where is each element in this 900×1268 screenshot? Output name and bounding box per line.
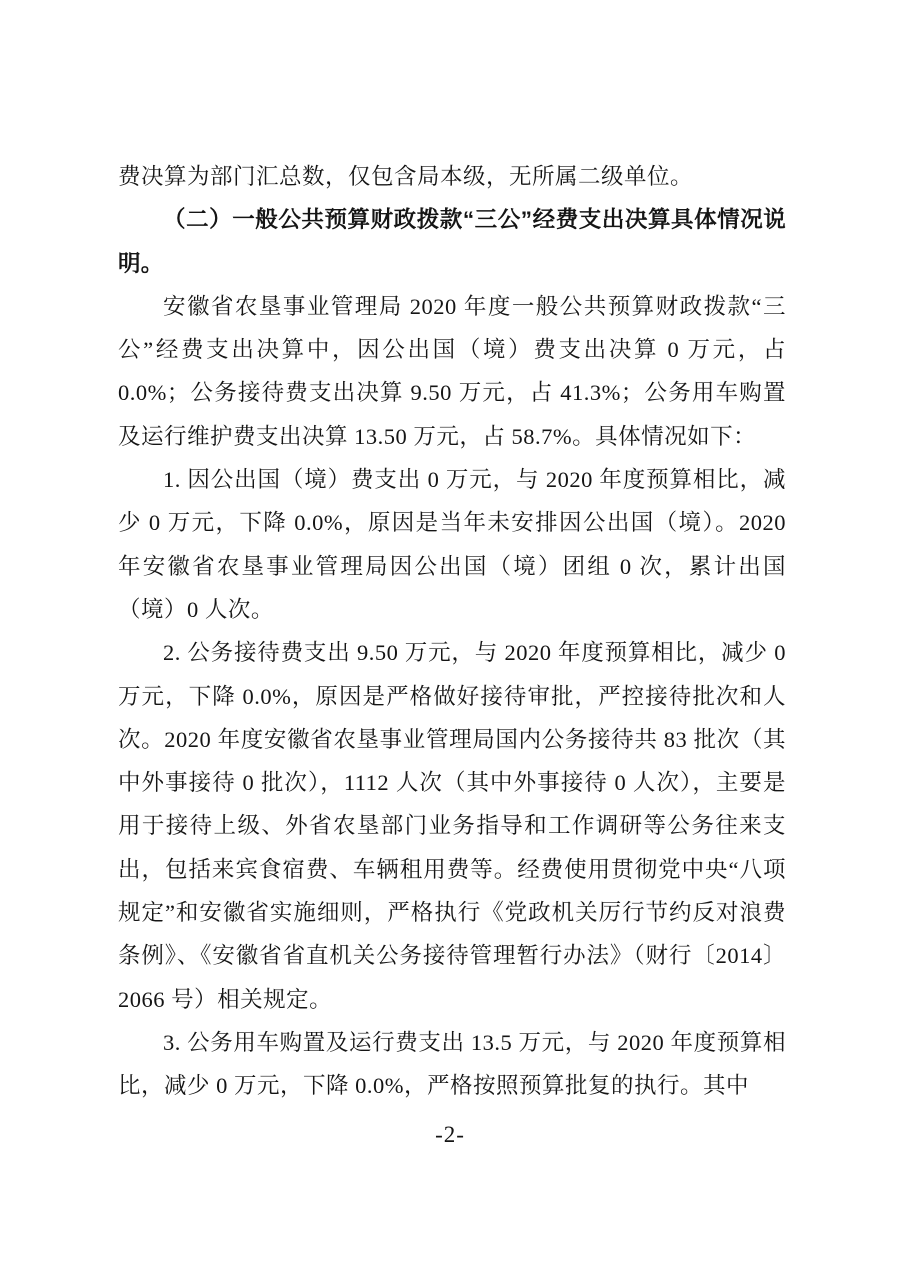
paragraph-item-1-abroad-expense: 1. 因公出国（境）费支出 0 万元，与 2020 年度预算相比，减少 0 万元，下降 0.0%，原因是当年未安排因公出国（境）。2020 年安徽省农垦事业管理局因公出国（境）团组 0 次，累计出国（境）0 人次。 xyxy=(118,467,786,622)
section-heading: （二）一般公共预算财政拨款“三公”经费支出决算具体情况说明。 xyxy=(118,207,786,276)
paragraph-item-2-reception-expense: 2. 公务接待费支出 9.50 万元，与 2020 年度预算相比，减少 0 万元，下降 0.0%，原因是严格做好接待审批，严控接待批次和人次。2020 年度安徽省农垦事业管理局国内公务接待共 83 批次（其中外事接待 0 批次），1112 人次（其中外事接待 0 人次），主要是用于接待上级、外省农垦部门业务指导和工作调研等公务往来支出，包括来宾食宿费、车辆租用费等。经费使用贯彻党中央“八项规定”和安徽省实施细则，严格执行《党政机关厉行节约反对浪费条例》、《安徽省省直机关公务接待管理暂行办法》（财行〔2014〕2066 号）相关规定。 xyxy=(118,640,786,1012)
paragraph-overview: 安徽省农垦事业管理局 2020 年度一般公共预算财政拨款“三公”经费支出决算中，因公出国（境）费支出决算 0 万元，占 0.0%；公务接待费支出决算 9.50 万元，占 41.3%；公务用车购置及运行维护费支出决算 13.50 万元，占 58.7%。具体情况如下： xyxy=(118,293,786,449)
paragraph-item-3-vehicle-expense: 3. 公务用车购置及运行费支出 13.5 万元，与 2020 年度预算相比，减少 0 万元，下降 0.0%，严格按照预算批复的执行。其中 xyxy=(118,1029,786,1099)
document-body xyxy=(118,155,786,1108)
paragraph-continuation: 费决算为部门汇总数，仅包含局本级，无所属二级单位。 xyxy=(118,164,694,189)
page-number: -2- xyxy=(435,1122,465,1147)
